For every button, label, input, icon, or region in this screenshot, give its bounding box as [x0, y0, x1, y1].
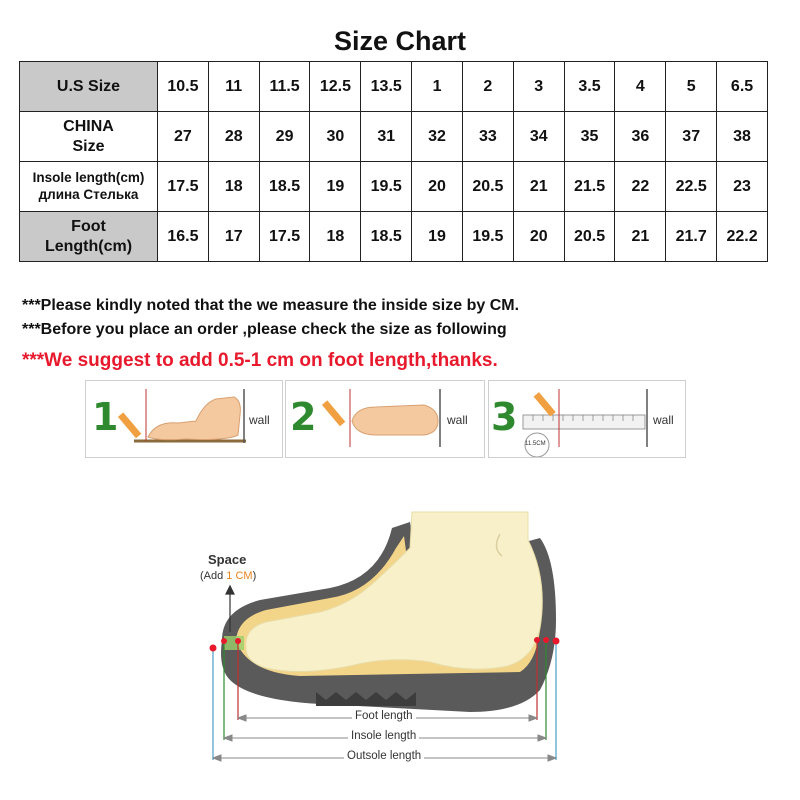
table-cell: 31	[361, 112, 412, 162]
space-sublabel: (Add 1 CM)	[200, 570, 257, 582]
step-1-number: 1	[92, 395, 119, 439]
step-3-ruler-label: 11.5CM	[525, 441, 546, 447]
table-cell: 1	[412, 62, 463, 112]
table-cell: 22.5	[666, 162, 717, 212]
table-cell: 17.5	[158, 162, 209, 212]
step-3-number: 3	[491, 395, 518, 439]
table-cell: 23	[717, 162, 768, 212]
table-cell: 34	[513, 112, 564, 162]
table-cell: 17	[208, 212, 259, 262]
space-add-value: 1 CM	[226, 570, 253, 582]
table-cell: 4	[615, 62, 666, 112]
table-cell: 27	[158, 112, 209, 162]
outsole-length-label: Outsole length	[344, 750, 424, 762]
row-header-line: Size	[72, 137, 105, 155]
step-2-number: 2	[290, 395, 317, 439]
table-cell: 21.5	[564, 162, 615, 212]
table-cell: 19	[310, 162, 361, 212]
table-cell: 3	[513, 62, 564, 112]
row-header-line: Length(cm)	[44, 237, 133, 255]
table-cell: 13.5	[361, 62, 412, 112]
table-cell: 2	[462, 62, 513, 112]
table-cell: 20	[412, 162, 463, 212]
table-cell: 21	[513, 162, 564, 212]
table-cell: 16.5	[158, 212, 209, 262]
table-cell: 12.5	[310, 62, 361, 112]
row-header-line: CHINA	[63, 118, 114, 136]
table-cell: 38	[717, 112, 768, 162]
table-cell: 32	[412, 112, 463, 162]
table-cell: 18.5	[259, 162, 310, 212]
table-cell: 3.5	[564, 62, 615, 112]
note-line-1: ***Please kindly noted that the we measure the inside size by CM.	[22, 297, 520, 314]
table-cell: 6.5	[717, 62, 768, 112]
suggestion-note: ***We suggest to add 0.5-1 cm on foot length,thanks.	[22, 350, 498, 371]
table-cell: 17.5	[259, 212, 310, 262]
table-cell: 20.5	[564, 212, 615, 262]
table-cell: 30	[310, 112, 361, 162]
table-cell: 18	[310, 212, 361, 262]
table-cell: 5	[666, 62, 717, 112]
insole-length-label: Insole length	[348, 730, 419, 742]
table-cell: 19	[412, 212, 463, 262]
table-cell: 33	[462, 112, 513, 162]
table-cell: 19.5	[361, 162, 412, 212]
table-cell: 11.5	[259, 62, 310, 112]
row-header-line: U.S Size	[56, 77, 121, 95]
row-header-line: длина Стелька	[38, 186, 139, 202]
step-2-wall-label: wall	[447, 413, 468, 427]
space-label: Space	[208, 552, 247, 567]
table-cell: 18	[208, 162, 259, 212]
table-cell: 37	[666, 112, 717, 162]
table-cell: 20	[513, 212, 564, 262]
table-cell: 19.5	[462, 212, 513, 262]
row-header-line: Foot	[71, 218, 106, 236]
table-cell: 35	[564, 112, 615, 162]
table-cell: 22	[615, 162, 666, 212]
table-cell: 18.5	[361, 212, 412, 262]
table-cell: 36	[615, 112, 666, 162]
table-cell: 21	[615, 212, 666, 262]
space-highlight	[224, 636, 244, 650]
note-line-2: ***Before you place an order ,please check the size as following	[22, 321, 507, 338]
table-cell: 21.7	[666, 212, 717, 262]
page-title: Size Chart	[333, 26, 467, 56]
table-cell: 22.2	[717, 212, 768, 262]
foot-length-label: Foot length	[352, 710, 416, 722]
step-1-wall-label: wall	[249, 413, 270, 427]
table-cell: 28	[208, 112, 259, 162]
table-cell: 20.5	[462, 162, 513, 212]
step-3-wall-label: wall	[653, 413, 674, 427]
row-header-line: Insole length(cm)	[32, 170, 145, 186]
table-cell: 29	[259, 112, 310, 162]
table-cell: 10.5	[158, 62, 209, 112]
table-cell: 11	[208, 62, 259, 112]
